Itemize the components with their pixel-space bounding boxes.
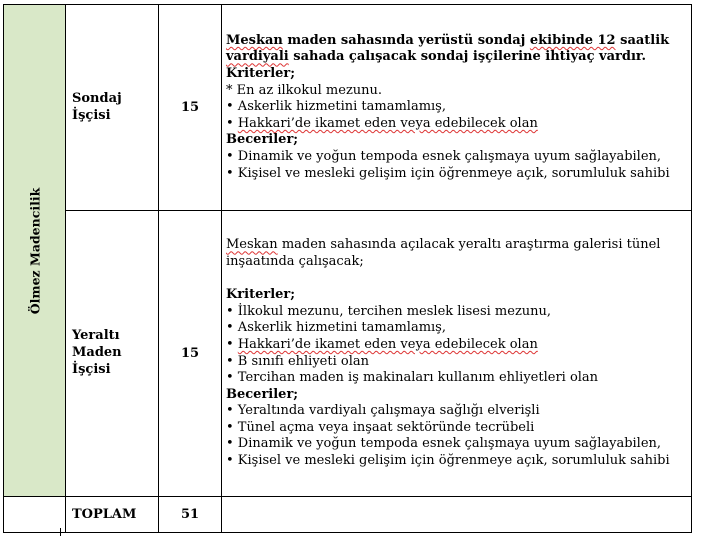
description-intro-line: Meskan maden sahasında açılacak yeraltı araştırma galerisi tünel	[226, 237, 661, 253]
job-title: Sondaj İşçisi	[72, 90, 122, 123]
job-title-cell	[66, 211, 159, 497]
criteria-item: • Tercihan maden iş makinaları kullanım ehliyetleri olan	[226, 370, 599, 386]
job-title-line: Maden İşçisi	[72, 345, 122, 377]
count-cell	[159, 211, 222, 497]
description-intro-line: inşaatında çalışacak;	[226, 253, 364, 269]
description-intro-line: Meskan maden sahasında yerüstü sondaj ekibinde 12 saatlik	[226, 32, 670, 48]
criteria-item: • Askerlik hizmetini tamamlamış,	[226, 99, 446, 115]
criteria-item: • Askerlik hizmetini tamamlamış,	[226, 320, 446, 336]
description-intro-line: vardiyali sahada çalışacak sondaj işçilerine ihtiyaç vardır.	[226, 49, 647, 65]
table-row	[4, 5, 692, 211]
description-cell	[222, 5, 692, 211]
table-row	[4, 211, 692, 497]
skills-item: • Dinamik ve yoğun tempoda esnek çalışmaya uyum sağlayabilen,	[226, 148, 662, 164]
empty-cell	[4, 497, 66, 533]
criteria-item: * En az ilkokul mezunu.	[226, 82, 383, 98]
job-openings-table	[3, 4, 692, 533]
skills-heading: Beceriler;	[226, 132, 299, 148]
count-cell	[159, 5, 222, 211]
criteria-item: • Hakkari’de ikamet eden veya edebilecek olan	[226, 336, 538, 352]
table-edge-stub	[60, 528, 61, 536]
total-row	[4, 497, 692, 533]
skills-item: • Dinamik ve yoğun tempoda esnek çalışmaya uyum sağlayabilen,	[226, 436, 662, 452]
total-count: 51	[159, 497, 222, 533]
job-title-cell	[66, 5, 159, 211]
total-label: TOPLAM	[66, 497, 159, 533]
empty-cell	[222, 497, 692, 533]
company-cell	[4, 5, 66, 497]
spacer	[226, 271, 687, 288]
job-title-line: Yeraltı	[72, 328, 120, 344]
criteria-heading: Kriterler;	[226, 287, 296, 303]
worker-count: 15	[180, 346, 200, 361]
skills-item: • Kişisel ve mesleki gelişim için öğrenmeye açık, sorumluluk sahibi	[226, 165, 670, 181]
skills-item: • Yeraltında vardiyalı çalışmaya sağlığı elverişli	[226, 403, 540, 419]
description-cell	[222, 211, 692, 497]
skills-heading: Beceriler;	[226, 386, 299, 402]
criteria-item: • B sınıfı ehliyeti olan	[226, 353, 369, 369]
skills-item: • Kişisel ve mesleki gelişim için öğrenmeye açık, sorumluluk sahibi	[226, 453, 670, 469]
worker-count: 15	[180, 100, 200, 115]
skills-item: • Tünel açma veya inşaat sektöründe tecrübeli	[226, 419, 535, 435]
company-name: Ölmez Madencilik	[27, 187, 42, 314]
criteria-heading: Kriterler;	[226, 66, 296, 82]
criteria-item: • Hakkari’de ikamet eden veya edebilecek olan	[226, 115, 538, 131]
criteria-item: • İlkokul mezunu, tercihen meslek lisesi mezunu,	[226, 303, 552, 319]
